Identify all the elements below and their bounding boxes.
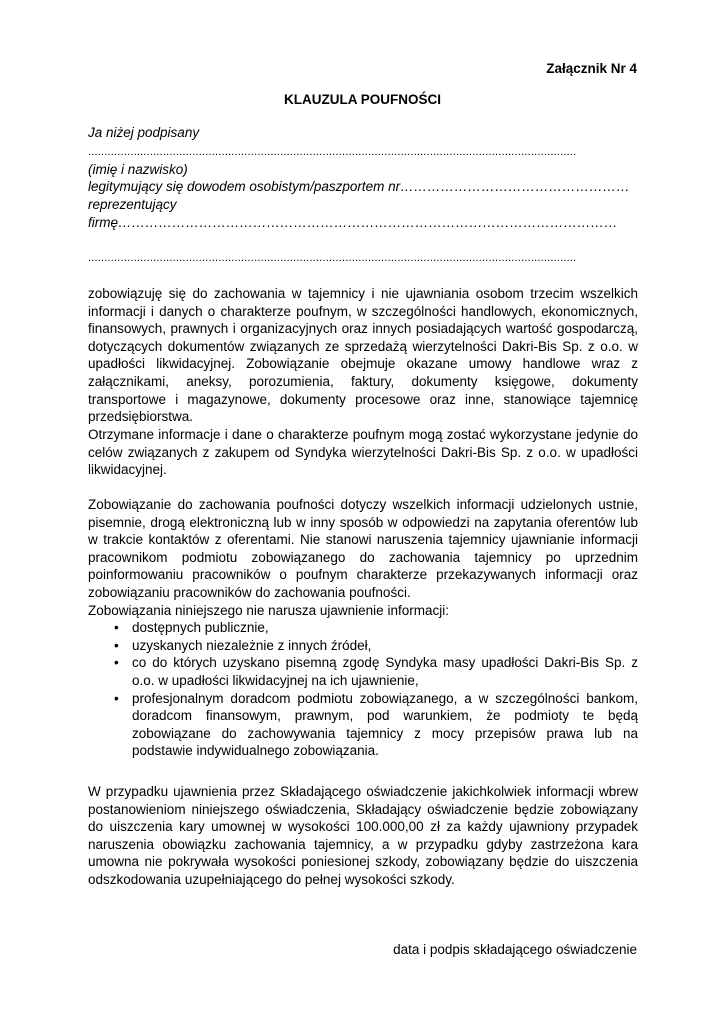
scope-paragraph	[88, 496, 638, 760]
list-item: • dostępnych publicznie,	[114, 620, 269, 636]
company-dotted-line: ......................................................................................................................................................	[88, 252, 577, 264]
scope-text: Zobowiązanie do zachowania poufności dotyczy wszelkich informacji udzielonych ustnie, pisemnie, drogą elektroniczną lub w inny sposób w odpowiedzi na zapytania oferentów lub w trakcie kontaktów z oferentami. Nie stanowi naruszenia tajemnicy ujawnianie informacji pracownikom podmiotu zobowiązanego do zachowania tajemnicy po uprzednim poinformowaniu pracowników o poufnym charakterze przekazywanych informacji oraz zobowiązaniu pracowników do zachowania poufności.	[88, 497, 638, 600]
bullet-icon: •	[114, 620, 119, 636]
usage-paragraph	[88, 426, 638, 479]
penalty-text: W przypadku ujawnienia przez Składającego oświadczenie jakichkolwiek informacji wbrew postanowieniom niniejszego oświadczenia, Składający oświadczenie będzie zobowiązany do uiszczenia kary umownej w wysokości 100.000,00 zł za każdy ujawniony przypadek naruszenia obowiązku zachowania tajemnicy, a w przypadku gdyby zastrzeżona kara umowna nie pokrywała wysokości poniesionej szkody, zobowiązany będzie do uiszczenia odszkodowania uzupełniającego do pełnej wysokości szkody.	[88, 784, 638, 887]
name-label: (imię i nazwisko)	[88, 162, 188, 177]
bullet-icon: •	[114, 637, 119, 653]
obligation-paragraph	[88, 285, 638, 426]
representing-label: reprezentujący	[88, 197, 177, 212]
exceptions-list	[88, 619, 638, 760]
signature-label: data i podpis składającego oświadczenie	[393, 942, 637, 957]
obligation-text: zobowiązuję się do zachowania w tajemnicy i nie ujawniania osobom trzecim wszelkich informacji i danych o charakterze poufnym, w szczególności handlowych, ekonomicznych, finansowych, prawnych i organizacyjnych oraz innych posiadających wartość gospodarczą, dotyczących dokumentów związanych ze sprzedażą wierzytelności Dakri-Bis Sp. z o.o. w upadłości likwidacyjnej. Zobowiązanie obejmuje okazane umowy handlowe wraz z załącznikami, aneksy, porozumienia, faktury, dokumenty księgowe, dokumenty transportowe i magazynowe, dokumenty procesowe oraz inne, stanowiące tajemnicę przedsiębiorstwa.	[88, 286, 638, 425]
bullet-icon: •	[114, 655, 119, 671]
document-title: KLAUZULA POUFNOŚCI	[284, 92, 441, 107]
usage-text: Otrzymane informacje i dane o charakterze poufnym mogą zostać wykorzystane jedynie do celów związanych z zakupem od Syndyka wierzytelności Dakri-Bis Sp. z o.o. w upadłości likwidacyjnej.	[88, 427, 638, 478]
bullet-icon: •	[114, 690, 119, 706]
list-item: • profesjonalnym doradcom podmiotu zobowiązanego, a w szczególności bankom, doradcom finansowym, prawnym, pod warunkiem, że podmioty te będą zobowiązane do zachowywania tajemnicy z mocy przepisów prawa lub na podstawie indywidualnego zobowiązania.	[114, 690, 638, 759]
annex-number: Załącznik Nr 4	[546, 61, 637, 76]
company-label: firmę…………………………………………………………………………………………………	[88, 215, 618, 230]
name-dotted-line: ......................................................................................................................................................	[88, 146, 577, 158]
exceptions-intro: Zobowiązania niniejszego nie narusza ujawnienie informacji:	[88, 602, 449, 618]
penalty-paragraph	[88, 783, 638, 889]
undersigned-label: Ja niżej podpisany	[88, 125, 200, 140]
list-item: • co do których uzyskano pisemną zgodę Syndyka masy upadłości Dakri-Bis Sp. z o.o. w upadłości likwidacyjnej na ich ujawnienie,	[114, 655, 638, 688]
list-item: • uzyskanych niezależnie z innych źródeł,	[114, 637, 372, 653]
id-document-label: legitymujący się dowodem osobistym/paszportem nr……………………………………………	[88, 179, 630, 194]
